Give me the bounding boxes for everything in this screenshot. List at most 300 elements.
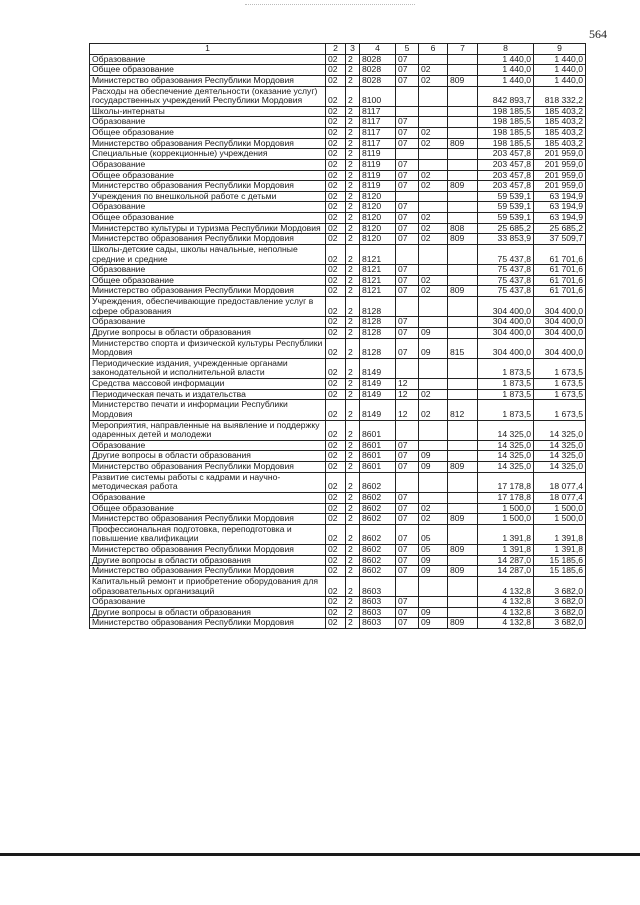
row-col-2: 02 [326,244,346,264]
row-col-6: 02 [419,138,448,149]
header-col-8: 8 [478,44,534,55]
row-value-8: 842 893,7 [478,86,534,106]
table-row [90,170,586,181]
row-col-7 [448,117,478,128]
row-value-8: 304 400,0 [478,317,534,328]
row-col-6: 02 [419,223,448,234]
table-row [90,555,586,566]
row-col-7: 809 [448,138,478,149]
table-row [90,358,586,378]
table-row [90,213,586,224]
row-col-4: 8120 [360,234,396,245]
row-col-3: 2 [346,503,360,514]
row-col-5 [396,297,419,317]
row-name: Министерство культуры и туризма Республики Мордовия [90,223,326,234]
row-value-8: 4 132,8 [478,618,534,629]
header-row [90,44,586,55]
row-name: Образование [90,117,326,128]
row-col-5: 07 [396,597,419,608]
table-header [90,44,586,55]
table-row [90,379,586,390]
row-name: Общее образование [90,65,326,76]
row-value-8: 304 400,0 [478,327,534,338]
row-col-5 [396,420,419,440]
row-col-4: 8120 [360,202,396,213]
row-col-3: 2 [346,524,360,544]
row-value-8: 1 500,0 [478,503,534,514]
row-name: Другие вопросы в области образования [90,451,326,462]
row-col-7 [448,503,478,514]
row-col-2: 02 [326,492,346,503]
row-value-8: 4 132,8 [478,597,534,608]
header-col-5: 5 [396,44,419,55]
row-col-2: 02 [326,440,346,451]
row-col-7 [448,607,478,618]
table-row [90,297,586,317]
row-col-6: 09 [419,555,448,566]
row-col-3: 2 [346,234,360,245]
row-value-8: 203 457,8 [478,159,534,170]
table-row [90,275,586,286]
row-col-5: 07 [396,170,419,181]
row-col-2: 02 [326,65,346,76]
table-row [90,128,586,139]
budget-table [89,43,586,629]
row-value-9: 61 701,6 [534,244,586,264]
row-col-6: 02 [419,275,448,286]
table-row [90,514,586,525]
row-col-5: 07 [396,65,419,76]
row-value-9: 14 325,0 [534,462,586,473]
row-col-6: 02 [419,128,448,139]
row-name: Министерство образования Республики Мордовия [90,618,326,629]
row-name: Министерство образования Республики Мордовия [90,545,326,556]
table-row [90,317,586,328]
row-col-4: 8603 [360,576,396,596]
row-col-2: 02 [326,106,346,117]
row-col-7 [448,128,478,139]
table-row [90,234,586,245]
row-col-3: 2 [346,440,360,451]
row-col-7 [448,440,478,451]
row-value-8: 14 325,0 [478,451,534,462]
table-row [90,462,586,473]
table-row [90,607,586,618]
row-col-5: 07 [396,275,419,286]
row-value-8: 33 853,9 [478,234,534,245]
row-value-9: 201 959,0 [534,170,586,181]
row-col-7: 812 [448,400,478,420]
row-name: Периодическая печать и издательства [90,389,326,400]
row-col-3: 2 [346,213,360,224]
row-value-8: 1 440,0 [478,65,534,76]
table-row [90,223,586,234]
row-col-6 [419,358,448,378]
row-col-7 [448,472,478,492]
table-row [90,244,586,264]
row-col-4: 8149 [360,389,396,400]
row-col-5: 07 [396,545,419,556]
row-col-2: 02 [326,317,346,328]
row-col-3: 2 [346,117,360,128]
row-value-9: 1 391,8 [534,524,586,544]
row-col-2: 02 [326,202,346,213]
row-col-5 [396,358,419,378]
row-name: Образование [90,54,326,65]
row-col-4: 8121 [360,275,396,286]
table-row [90,75,586,86]
row-name: Образование [90,159,326,170]
row-col-5 [396,472,419,492]
row-col-6: 02 [419,234,448,245]
row-col-2: 02 [326,389,346,400]
row-col-7 [448,327,478,338]
row-col-5: 07 [396,159,419,170]
row-col-3: 2 [346,472,360,492]
row-col-7 [448,244,478,264]
row-value-9: 1 391,8 [534,545,586,556]
row-col-7 [448,159,478,170]
row-col-2: 02 [326,286,346,297]
row-col-7 [448,191,478,202]
row-col-4: 8119 [360,159,396,170]
row-name: Общее образование [90,128,326,139]
row-value-8: 1 500,0 [478,514,534,525]
row-value-9: 1 440,0 [534,54,586,65]
row-col-5: 07 [396,462,419,473]
row-col-7 [448,213,478,224]
row-col-3: 2 [346,462,360,473]
row-col-4: 8149 [360,379,396,390]
row-value-8: 59 539,1 [478,213,534,224]
row-col-2: 02 [326,576,346,596]
row-col-7 [448,86,478,106]
row-col-5: 07 [396,213,419,224]
row-col-5 [396,149,419,160]
table-row [90,472,586,492]
row-col-5: 07 [396,234,419,245]
row-col-6 [419,202,448,213]
row-value-8: 1 873,5 [478,379,534,390]
row-col-4: 8603 [360,618,396,629]
row-col-2: 02 [326,420,346,440]
row-value-8: 75 437,8 [478,275,534,286]
row-col-7 [448,106,478,117]
row-col-6 [419,54,448,65]
row-value-9: 185 403,2 [534,128,586,139]
row-col-5 [396,244,419,264]
row-col-2: 02 [326,514,346,525]
row-col-3: 2 [346,327,360,338]
row-col-3: 2 [346,170,360,181]
row-col-7: 809 [448,514,478,525]
row-col-4: 8602 [360,566,396,577]
row-col-6 [419,86,448,106]
row-col-4: 8602 [360,503,396,514]
row-value-9: 1 673,5 [534,400,586,420]
row-value-9: 61 701,6 [534,286,586,297]
row-col-6 [419,420,448,440]
row-col-3: 2 [346,297,360,317]
row-value-9: 201 959,0 [534,181,586,192]
row-value-8: 25 685,2 [478,223,534,234]
row-col-4: 8601 [360,440,396,451]
row-value-9: 1 673,5 [534,358,586,378]
row-col-4: 8120 [360,223,396,234]
row-name: Министерство образования Республики Мордовия [90,234,326,245]
row-col-5: 07 [396,75,419,86]
row-col-6 [419,440,448,451]
row-name: Другие вопросы в области образования [90,555,326,566]
row-col-5: 12 [396,389,419,400]
row-col-2: 02 [326,54,346,65]
row-col-6: 02 [419,213,448,224]
row-col-3: 2 [346,244,360,264]
row-col-2: 02 [326,462,346,473]
row-col-2: 02 [326,159,346,170]
row-value-8: 304 400,0 [478,297,534,317]
row-col-2: 02 [326,358,346,378]
row-value-9: 3 682,0 [534,576,586,596]
row-value-8: 14 325,0 [478,462,534,473]
row-value-8: 4 132,8 [478,576,534,596]
row-name: Образование [90,317,326,328]
row-name: Школы-интернаты [90,106,326,117]
row-value-9: 14 325,0 [534,420,586,440]
row-col-5: 07 [396,555,419,566]
row-col-5: 07 [396,338,419,358]
page-number: 564 [589,27,607,41]
row-col-3: 2 [346,492,360,503]
table-row [90,338,586,358]
table-row [90,149,586,160]
row-col-5: 07 [396,265,419,276]
row-name: Развитие системы работы с кадрами и научно-методическая работа [90,472,326,492]
row-col-6: 09 [419,451,448,462]
header-col-6: 6 [419,44,448,55]
table-row [90,191,586,202]
row-col-2: 02 [326,524,346,544]
row-value-9: 3 682,0 [534,597,586,608]
row-value-8: 203 457,8 [478,181,534,192]
row-col-4: 8121 [360,244,396,264]
row-name: Общее образование [90,213,326,224]
row-col-2: 02 [326,566,346,577]
row-value-8: 59 539,1 [478,202,534,213]
header-col-9: 9 [534,44,586,55]
row-col-6 [419,297,448,317]
row-col-6 [419,117,448,128]
row-col-2: 02 [326,86,346,106]
row-value-8: 1 391,8 [478,545,534,556]
row-col-4: 8028 [360,65,396,76]
row-value-9: 1 673,5 [534,389,586,400]
row-col-3: 2 [346,545,360,556]
row-col-6 [419,597,448,608]
row-col-2: 02 [326,338,346,358]
row-col-3: 2 [346,420,360,440]
row-value-8: 17 178,8 [478,472,534,492]
row-col-2: 02 [326,545,346,556]
row-value-9: 63 194,9 [534,202,586,213]
table-row [90,86,586,106]
row-value-9: 14 325,0 [534,440,586,451]
row-col-3: 2 [346,181,360,192]
row-col-4: 8601 [360,420,396,440]
row-value-9: 185 403,2 [534,138,586,149]
row-value-8: 1 440,0 [478,54,534,65]
row-col-3: 2 [346,54,360,65]
table-row [90,524,586,544]
row-value-8: 198 185,5 [478,128,534,139]
row-value-9: 15 185,6 [534,566,586,577]
row-col-5: 12 [396,400,419,420]
row-value-9: 1 673,5 [534,379,586,390]
row-col-6: 02 [419,400,448,420]
row-col-2: 02 [326,379,346,390]
row-value-9: 18 077,4 [534,472,586,492]
table-row [90,65,586,76]
row-col-4: 8602 [360,524,396,544]
row-col-2: 02 [326,128,346,139]
row-value-9: 1 500,0 [534,514,586,525]
row-col-5: 07 [396,286,419,297]
row-col-3: 2 [346,607,360,618]
table-row [90,181,586,192]
table-row [90,400,586,420]
row-value-8: 75 437,8 [478,265,534,276]
row-col-4: 8100 [360,86,396,106]
row-col-7: 809 [448,566,478,577]
row-col-2: 02 [326,618,346,629]
row-col-2: 02 [326,597,346,608]
row-col-3: 2 [346,576,360,596]
table-row [90,566,586,577]
row-col-2: 02 [326,265,346,276]
row-col-3: 2 [346,159,360,170]
row-col-4: 8120 [360,213,396,224]
row-col-2: 02 [326,275,346,286]
row-col-5: 07 [396,618,419,629]
header-col-4: 4 [360,44,396,55]
row-col-4: 8117 [360,128,396,139]
row-col-3: 2 [346,379,360,390]
row-col-7: 809 [448,234,478,245]
row-value-8: 198 185,5 [478,138,534,149]
row-col-3: 2 [346,65,360,76]
row-col-3: 2 [346,555,360,566]
row-col-4: 8119 [360,149,396,160]
row-col-6 [419,265,448,276]
row-value-9: 304 400,0 [534,297,586,317]
row-col-5: 07 [396,524,419,544]
row-col-7 [448,524,478,544]
row-col-7 [448,265,478,276]
row-col-6: 09 [419,338,448,358]
row-value-9: 14 325,0 [534,451,586,462]
row-name: Капитальный ремонт и приобретение оборудования для образовательных организаций [90,576,326,596]
row-col-6 [419,379,448,390]
table-row [90,440,586,451]
row-value-9: 37 509,7 [534,234,586,245]
row-col-5 [396,86,419,106]
row-col-5: 07 [396,181,419,192]
row-col-6 [419,317,448,328]
row-value-9: 61 701,6 [534,265,586,276]
row-value-8: 14 287,0 [478,555,534,566]
row-col-5: 07 [396,317,419,328]
row-value-9: 1 500,0 [534,503,586,514]
row-col-4: 8119 [360,181,396,192]
row-col-7 [448,297,478,317]
row-value-8: 203 457,8 [478,170,534,181]
row-name: Образование [90,597,326,608]
row-value-9: 201 959,0 [534,159,586,170]
table-row [90,420,586,440]
row-col-7 [448,358,478,378]
row-col-3: 2 [346,86,360,106]
row-col-3: 2 [346,75,360,86]
row-col-6: 02 [419,389,448,400]
row-col-6: 02 [419,65,448,76]
row-value-9: 818 332,2 [534,86,586,106]
row-col-3: 2 [346,514,360,525]
row-col-7 [448,379,478,390]
row-name: Министерство спорта и физической культуры Республики Мордовия [90,338,326,358]
row-value-9: 61 701,6 [534,275,586,286]
row-col-2: 02 [326,191,346,202]
table-row [90,451,586,462]
row-col-5: 07 [396,202,419,213]
row-col-5: 07 [396,223,419,234]
row-col-6: 02 [419,286,448,297]
table-row [90,117,586,128]
row-name: Образование [90,492,326,503]
row-col-7 [448,275,478,286]
row-col-2: 02 [326,181,346,192]
row-col-2: 02 [326,170,346,181]
row-col-7 [448,389,478,400]
row-col-5: 07 [396,117,419,128]
row-col-7 [448,420,478,440]
table-row [90,138,586,149]
row-name: Другие вопросы в области образования [90,327,326,338]
row-col-7 [448,555,478,566]
row-col-7 [448,451,478,462]
row-col-6 [419,191,448,202]
row-col-2: 02 [326,234,346,245]
row-col-7 [448,202,478,213]
row-col-3: 2 [346,275,360,286]
row-col-4: 8121 [360,265,396,276]
row-col-7: 809 [448,181,478,192]
table-row [90,618,586,629]
row-name: Общее образование [90,503,326,514]
row-col-5: 07 [396,327,419,338]
row-col-4: 8602 [360,472,396,492]
row-name: Другие вопросы в области образования [90,607,326,618]
row-name: Расходы на обеспечение деятельности (оказание услуг) государственных учреждений Республики Мордовия [90,86,326,106]
table-row [90,503,586,514]
row-col-6 [419,244,448,264]
row-name: Министерство печати и информации Республики Мордовия [90,400,326,420]
row-col-5: 12 [396,379,419,390]
row-col-5 [396,106,419,117]
row-value-8: 304 400,0 [478,338,534,358]
row-name: Министерство образования Республики Мордовия [90,138,326,149]
row-col-5: 07 [396,607,419,618]
row-col-7 [448,492,478,503]
